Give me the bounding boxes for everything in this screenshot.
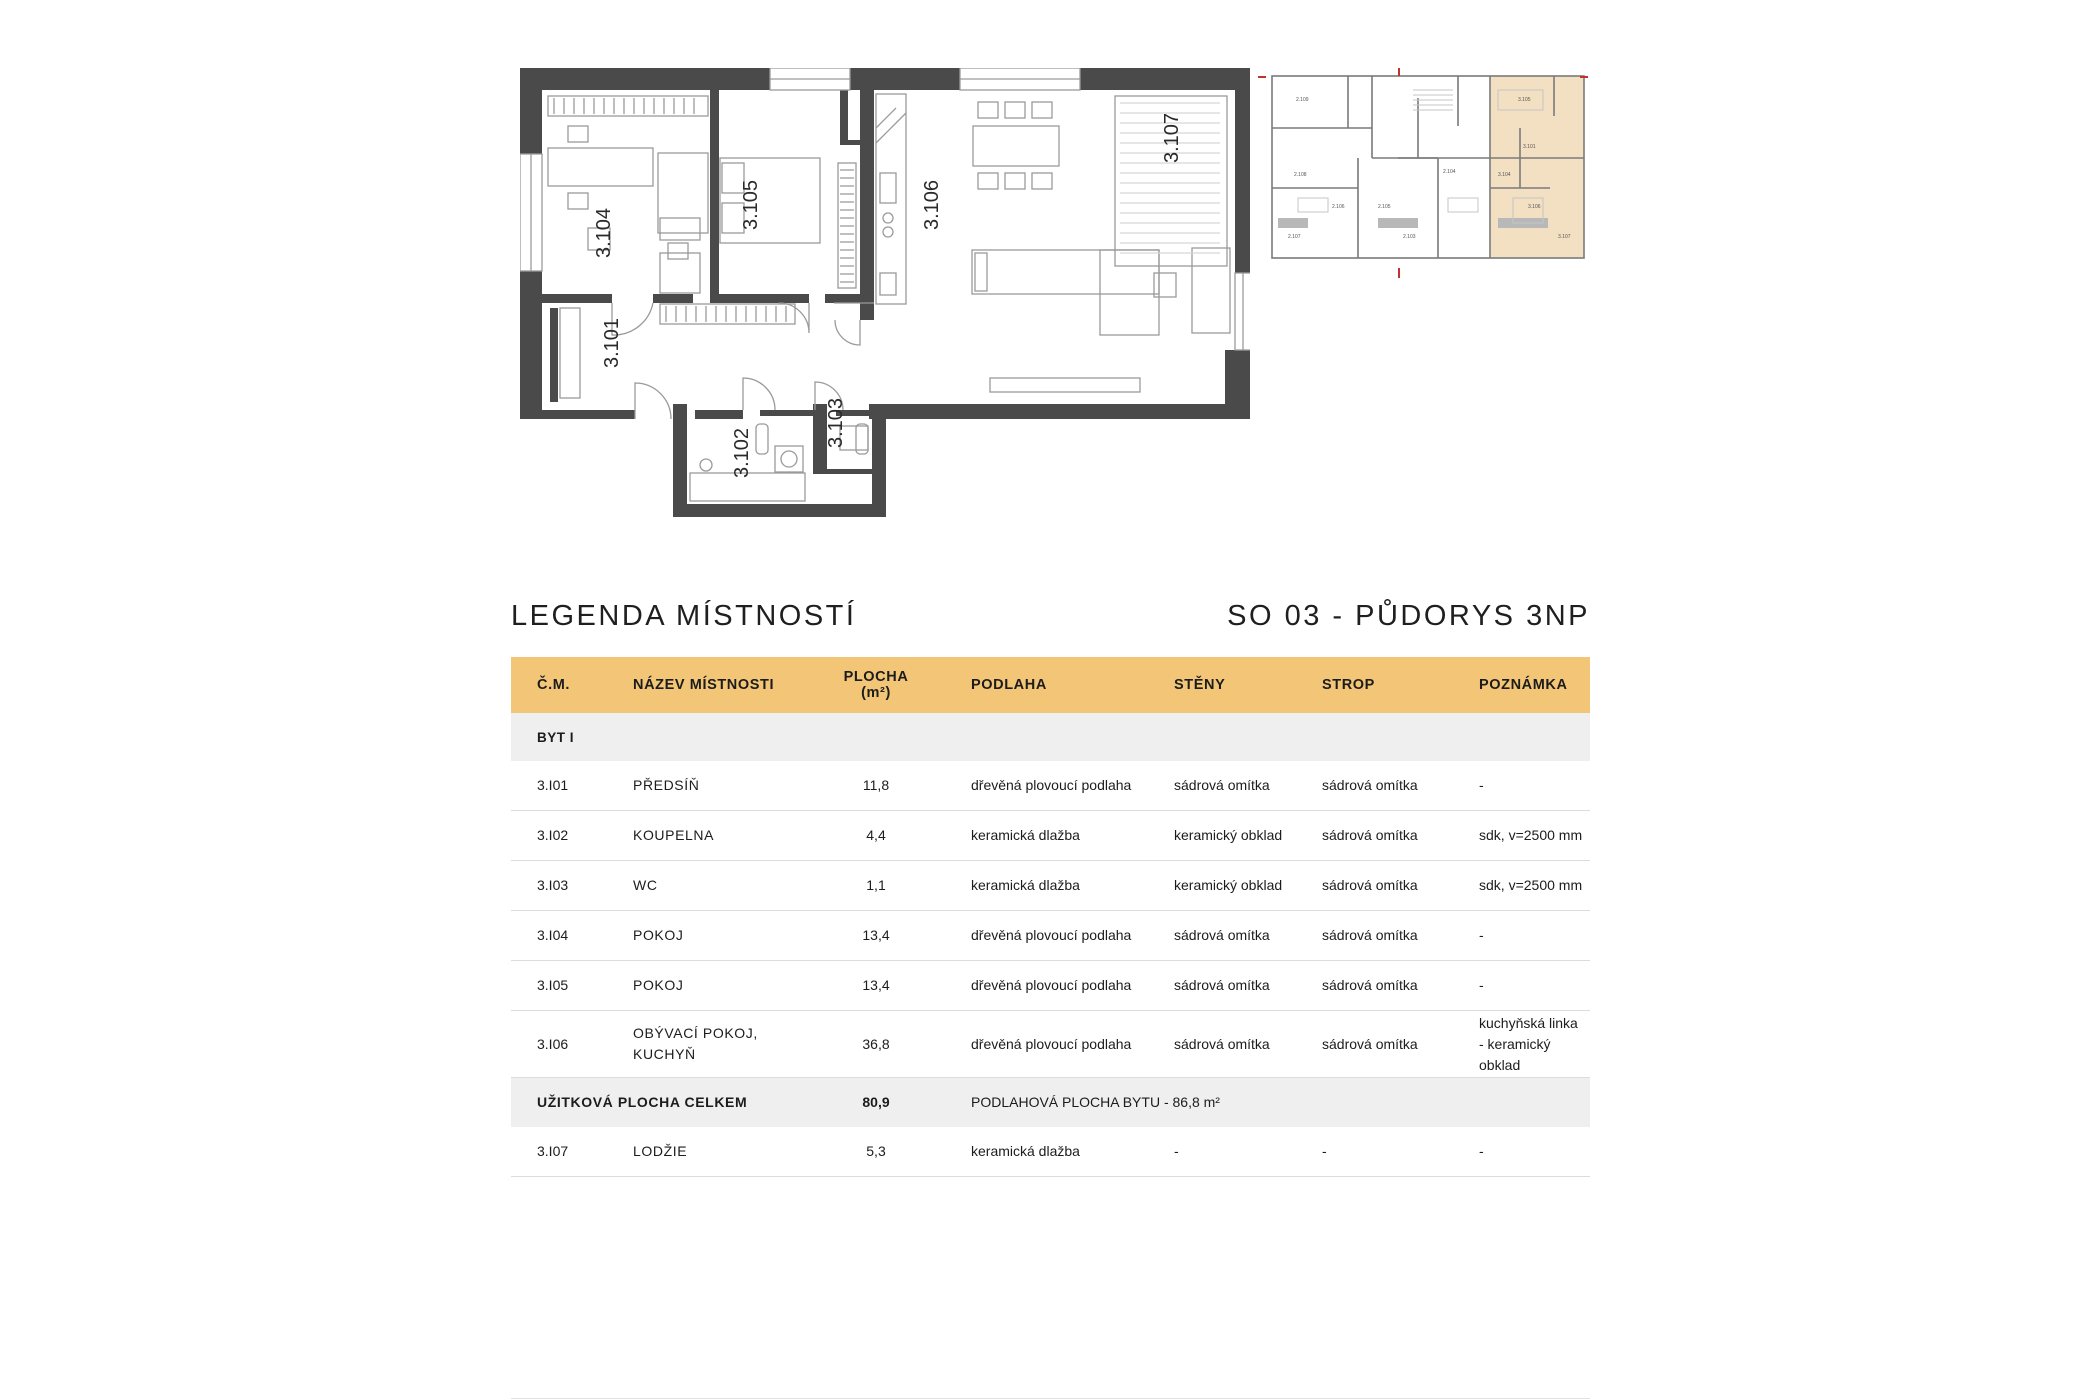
- room-note-line: kuchyňská linka: [1479, 1014, 1578, 1031]
- room-area: 4,4: [801, 811, 951, 861]
- room-floor: dřevěná plovoucí podlaha: [951, 961, 1174, 1011]
- total-label: UŽITKOVÁ PLOCHA CELKEM: [511, 1078, 801, 1128]
- header-room-number: Č.M.: [511, 657, 633, 713]
- room-name: KOUPELNA: [633, 811, 801, 861]
- key-label-2104: 2.104: [1443, 169, 1456, 175]
- room-floor: dřevěná plovoucí podlaha: [951, 911, 1174, 961]
- room-label-3106: 3.106: [921, 179, 943, 230]
- header-ceiling: STROP: [1322, 657, 1479, 713]
- key-label-2108: 2.108: [1294, 172, 1307, 178]
- table-row: [511, 1127, 1590, 1177]
- room-area: 13,4: [801, 961, 951, 1011]
- header-area: [801, 657, 951, 713]
- room-name: POKOJ: [633, 961, 801, 1011]
- room-walls: sádrová omítka: [1174, 911, 1322, 961]
- header-room-name: NÁZEV MÍSTNOSTI: [633, 657, 801, 713]
- room-area: 5,3: [801, 1127, 951, 1177]
- plan-title: SO 03 - PŮDORYS 3NP: [1227, 600, 1590, 632]
- table-row: [511, 761, 1590, 811]
- header-walls: STĚNY: [1174, 657, 1322, 713]
- section-row: [511, 713, 1590, 761]
- room-note-line: - keramický obklad: [1479, 1035, 1551, 1073]
- key-label-2105: 2.105: [1378, 204, 1391, 210]
- room-number: 3.I07: [511, 1127, 633, 1177]
- header-floor: PODLAHA: [951, 657, 1174, 713]
- key-label-3105: 3.105: [1518, 97, 1531, 103]
- room-area: 11,8: [801, 761, 951, 811]
- room-name: LODŽIE: [633, 1127, 801, 1177]
- room-ceiling: sádrová omítka: [1322, 811, 1479, 861]
- header-area-label: PLOCHA: [843, 669, 909, 685]
- room-ceiling: sádrová omítka: [1322, 961, 1479, 1011]
- room-area: 36,8: [801, 1011, 951, 1078]
- room-number: 3.I03: [511, 861, 633, 911]
- key-label-2107: 2.107: [1288, 234, 1301, 240]
- room-walls: keramický obklad: [1174, 811, 1322, 861]
- table-header-row: [511, 657, 1590, 713]
- key-label-2109: 2.109: [1296, 97, 1309, 103]
- key-plan-highlight: [1490, 76, 1584, 258]
- room-number: 3.I05: [511, 961, 633, 1011]
- room-walls: -: [1174, 1127, 1322, 1177]
- room-number: 3.I04: [511, 911, 633, 961]
- room-legend-table: [511, 657, 1590, 1177]
- key-plan: [1258, 68, 1592, 280]
- section-label: BYT I: [511, 713, 1590, 761]
- room-ceiling: sádrová omítka: [1322, 1011, 1479, 1078]
- room-note: sdk, v=2500 mm: [1479, 861, 1590, 911]
- room-note: -: [1479, 1127, 1590, 1177]
- table-row: [511, 961, 1590, 1011]
- key-label-3104: 3.104: [1498, 172, 1511, 178]
- room-floor: keramická dlažba: [951, 861, 1174, 911]
- room-walls: keramický obklad: [1174, 861, 1322, 911]
- table-row: [511, 1011, 1590, 1078]
- room-note: -: [1479, 961, 1590, 1011]
- room-number: 3.I01: [511, 761, 633, 811]
- key-label-3107: 3.107: [1558, 234, 1571, 240]
- table-row: [511, 861, 1590, 911]
- room-name-line: KUCHYŇ: [633, 1046, 696, 1062]
- room-floor: keramická dlažba: [951, 811, 1174, 861]
- room-walls: sádrová omítka: [1174, 761, 1322, 811]
- key-label-2103: 2.103: [1403, 234, 1416, 240]
- room-note: sdk, v=2500 mm: [1479, 811, 1590, 861]
- room-name: PŘEDSÍŇ: [633, 761, 801, 811]
- room-floor: keramická dlažba: [951, 1127, 1174, 1177]
- room-note: -: [1479, 761, 1590, 811]
- table-row: [511, 911, 1590, 961]
- key-label-2106: 2.106: [1332, 204, 1345, 210]
- room-label-3107: 3.107: [1161, 112, 1183, 163]
- room-ceiling: sádrová omítka: [1322, 911, 1479, 961]
- room-label-3103: 3.103: [825, 397, 847, 448]
- room-note: [1479, 1011, 1590, 1078]
- table-row: [511, 811, 1590, 861]
- room-ceiling: sádrová omítka: [1322, 861, 1479, 911]
- key-label-3106: 3.106: [1528, 204, 1541, 210]
- room-area: 13,4: [801, 911, 951, 961]
- room-name: [633, 1011, 801, 1078]
- room-label-3102: 3.102: [731, 427, 753, 478]
- room-name-line: OBÝVACÍ POKOJ,: [633, 1025, 758, 1041]
- room-note: -: [1479, 911, 1590, 961]
- walls: [520, 68, 1250, 517]
- total-area: 80,9: [801, 1078, 951, 1128]
- header-note: POZNÁMKA: [1479, 657, 1590, 713]
- footer-divider: [511, 1398, 1590, 1399]
- key-label-3101: 3.101: [1523, 144, 1536, 150]
- room-area: 1,1: [801, 861, 951, 911]
- room-number: 3.I02: [511, 811, 633, 861]
- total-row: [511, 1078, 1590, 1128]
- legend-title: LEGENDA MÍSTNOSTÍ: [511, 600, 857, 632]
- room-ceiling: sádrová omítka: [1322, 761, 1479, 811]
- room-walls: sádrová omítka: [1174, 1011, 1322, 1078]
- room-label-3101: 3.101: [601, 317, 623, 368]
- room-name: WC: [633, 861, 801, 911]
- room-number: 3.I06: [511, 1011, 633, 1078]
- total-note: PODLAHOVÁ PLOCHA BYTU - 86,8 m²: [951, 1078, 1590, 1128]
- room-ceiling: -: [1322, 1127, 1479, 1177]
- room-walls: sádrová omítka: [1174, 961, 1322, 1011]
- room-label-3104: 3.104: [593, 207, 615, 258]
- room-label-3105: 3.105: [740, 179, 762, 230]
- header-area-unit: (m²): [861, 685, 891, 701]
- room-name: POKOJ: [633, 911, 801, 961]
- room-floor: dřevěná plovoucí podlaha: [951, 761, 1174, 811]
- room-floor: dřevěná plovoucí podlaha: [951, 1011, 1174, 1078]
- floor-plan: [520, 68, 1250, 518]
